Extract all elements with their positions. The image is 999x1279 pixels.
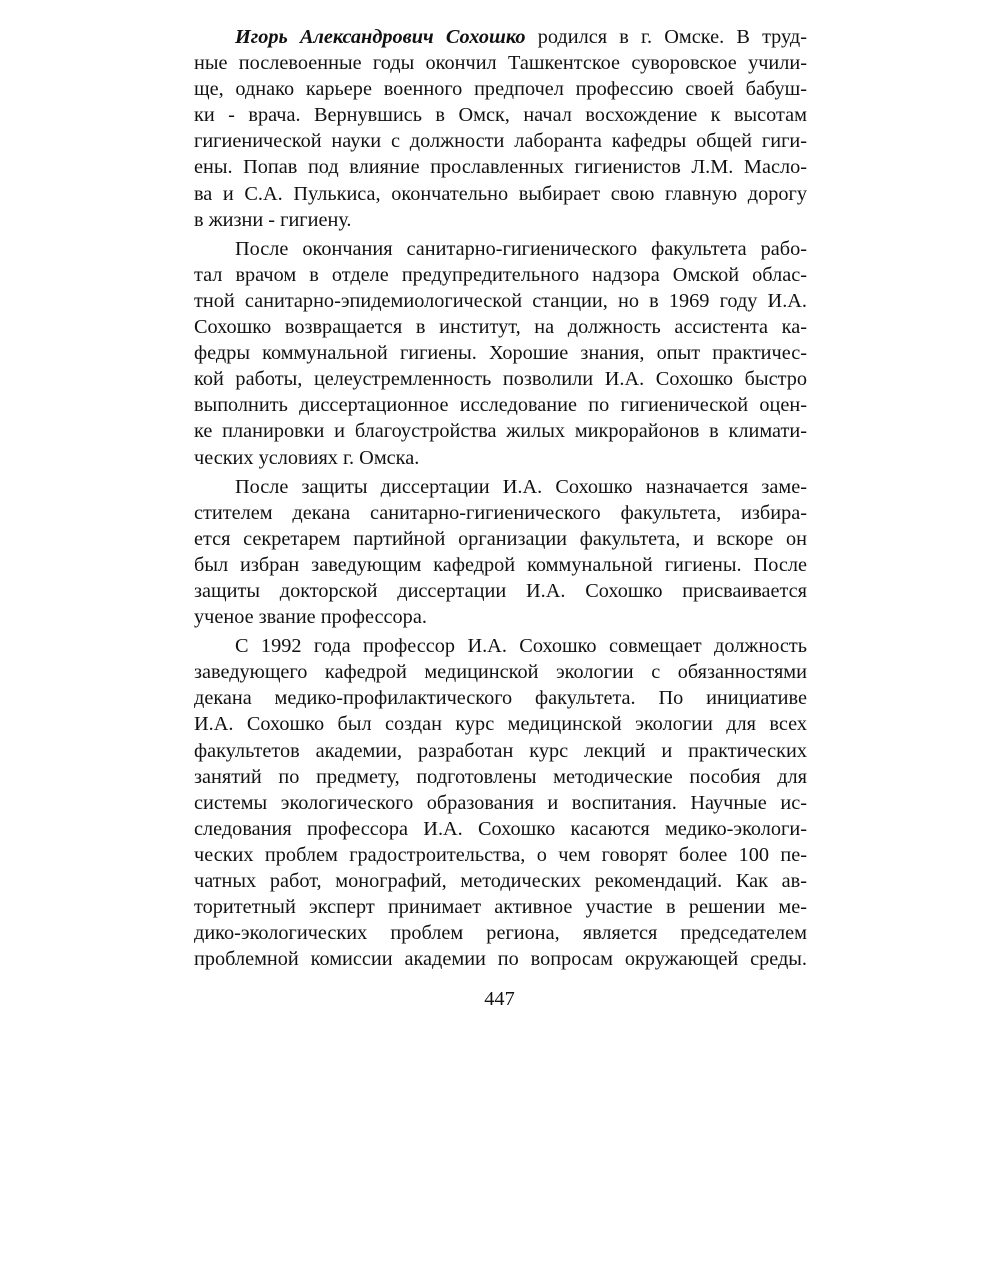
text-line: ется секретарем партийной организации факультета, и вскоре он	[194, 527, 807, 550]
text-line: Сохошко возвращается в институт, на должность ассистента ка-	[194, 316, 807, 339]
text-line: факультетов академии, разработан курс лекций и практических	[194, 739, 807, 762]
paragraph-biography-intro	[194, 24, 807, 233]
text-line: чатных работ, монографий, методических рекомендаций. Как ав-	[194, 870, 807, 892]
text-line: выполнить диссертационное исследование по гигиенической оцен-	[194, 394, 807, 417]
text-line: ще, однако карьере военного предпочел профессию своей бабуш-	[194, 78, 807, 101]
text-line: После окончания санитарно-гигиенического факультета рабо-	[235, 237, 807, 260]
text-line: С 1992 года профессор И.А. Сохошко совмещает должность	[235, 635, 807, 658]
text-line: ены. Попав под влияние прославленных гигиенистов Л.М. Масло-	[194, 156, 807, 179]
text-line: ные послевоенные годы окончил Ташкентское суворовское учили-	[194, 52, 807, 75]
text-line: федры коммунальной гигиены. Хорошие знания, опыт практичес-	[194, 342, 807, 365]
text-line: тал врачом в отделе предупредительного надзора Омской облас-	[194, 263, 807, 286]
text-line: следования профессора И.А. Сохошко касаются медико-экологи-	[194, 817, 807, 840]
text-line	[194, 24, 807, 50]
text-line: системы экологического образования и воспитания. Научные ис-	[194, 791, 807, 814]
text-line: После защиты диссертации И.А. Сохошко назначается заме-	[235, 475, 807, 498]
text-line: проблемной комиссии академии по вопросам окружающей среды.	[194, 948, 807, 971]
author-name: Игорь Александрович Сохошко	[235, 26, 526, 48]
text-line: ке планировки и благоустройства жилых микрорайонов в климати-	[194, 420, 807, 443]
text-line: кой работы, целеустремленность позволили И.А. Сохошко быстро	[194, 368, 807, 391]
text-line: декана медико-профилактического факультета. По инициативе	[194, 687, 807, 710]
text-line: ческих проблем градостроительства, о чем говорят более 100 пе-	[194, 843, 807, 866]
page-number: 447	[484, 988, 515, 1010]
text-line: дико-экологических проблем региона, является председателем	[194, 922, 807, 945]
text-line: гигиенической науки с должности лаборанта кафедры общей гиги-	[194, 130, 807, 153]
text-line: ва и С.А. Пулькиса, окончательно выбирает свою главную дорогу	[194, 182, 807, 205]
text-line: был избран заведующим кафедрой коммунальной гигиены. После	[194, 553, 807, 576]
text-line: занятий по предмету, подготовлены методические пособия для	[194, 765, 807, 788]
text-line: тной санитарно-эпидемиологической станции, но в 1969 году И.А.	[194, 289, 807, 312]
text-line: в жизни - гигиену.	[194, 208, 352, 231]
paragraph-after-dissertation	[194, 474, 807, 631]
document-body	[194, 24, 807, 975]
text-line: стителем декана санитарно-гигиенического факультета, избира-	[194, 501, 807, 524]
paragraph-since-1992	[194, 633, 807, 972]
text-line: И.А. Сохошко был создан курс медицинской экологии для всех	[194, 713, 807, 736]
text-line: торитетный эксперт принимает активное участие в решении ме-	[194, 896, 807, 919]
text-line: ученое звание профессора.	[194, 606, 427, 629]
text-line: ки - врача. Вернувшись в Омск, начал восхождение к высотам	[194, 104, 807, 127]
text-line: ческих условиях г. Омска.	[194, 446, 420, 469]
text-line: защиты докторской диссертации И.А. Сохошко присваивается	[194, 579, 807, 602]
text-line: заведующего кафедрой медицинской экологии с обязанностями	[194, 661, 807, 684]
paragraph-career-start	[194, 236, 807, 471]
text-line-rest: родился в г. Омске. В труд-	[525, 26, 807, 48]
